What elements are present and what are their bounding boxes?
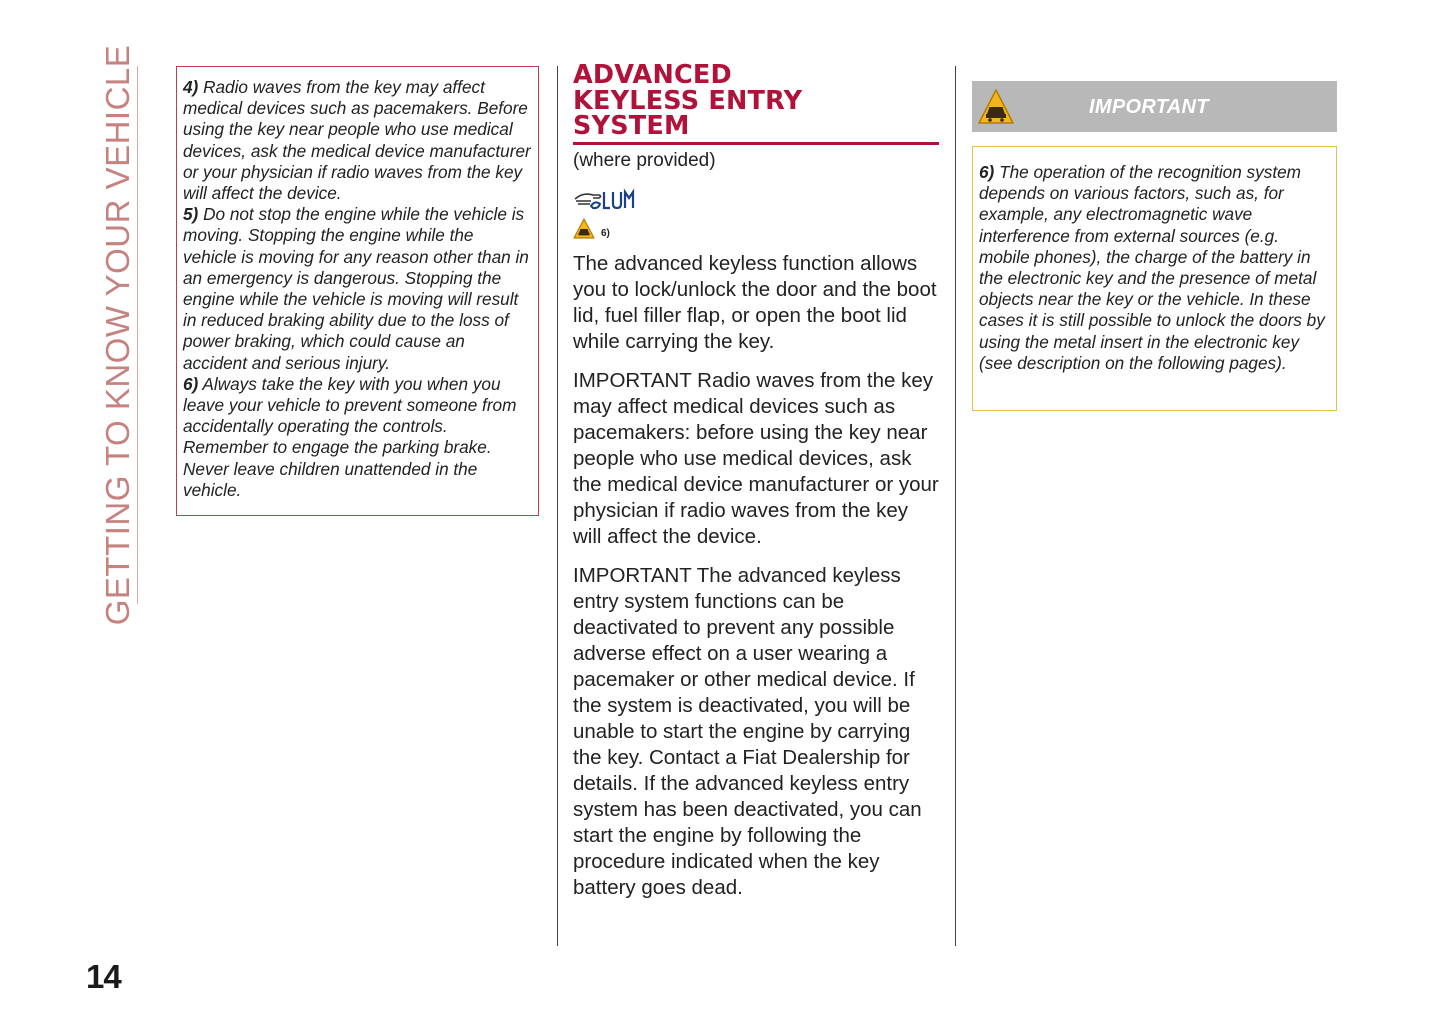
- important-label: IMPORTANT: [1089, 96, 1209, 118]
- warning-number: 5): [183, 204, 199, 225]
- keyless-hand-icon: [573, 186, 637, 212]
- warning-reference: [573, 216, 941, 240]
- warning-number: 4): [183, 77, 199, 97]
- important-note-box: [972, 146, 1337, 411]
- important-note: [979, 162, 1332, 374]
- warning-text: Do not stop the engine while the vehicle is moving. Stopping the engine while the vehicle is moving for any reason other than in an emergency is dangerous. Stopping the engine while the vehicle is moving will result in reduced braking ability due to the loss of power braking, which could cause an accident and serious injury.: [183, 204, 529, 373]
- warning-car-icon: [977, 87, 1015, 127]
- main-column: [573, 60, 941, 901]
- important-note-text: The operation of the recognition system depends on various factors, such as, for example, any electromagnetic wave interference from external sources (e.g. mobile phones), the charge of the battery in the electronic key and the presence of metal objects near the key or the vehicle. In these cases it is still possible to unlock the doors by using the metal insert in the electronic key (see description on the following pages).: [979, 162, 1325, 373]
- section-heading: [573, 60, 939, 145]
- column-divider: [557, 66, 558, 946]
- chapter-title-rule: [137, 66, 138, 604]
- section-heading-line: KEYLESS ENTRY: [573, 85, 803, 116]
- chapter-title-text: GETTING TO KNOW YOUR VEHICLE: [99, 44, 136, 626]
- column-divider: [955, 66, 956, 946]
- section-subheading: (where provided): [573, 149, 716, 171]
- warning-item: [183, 77, 531, 204]
- warning-car-icon: [573, 218, 595, 240]
- body-paragraph: The advanced keyless function allows you to lock/unlock the door and the boot lid, fuel filler flap, or open the boot lid while carrying the key.: [573, 251, 937, 353]
- section-heading-line: ADVANCED: [573, 60, 732, 90]
- warning-text: Radio waves from the key may affect medical devices such as pacemakers. Before using the key near people who use medical devices, ask the medical device manufacturer or your physician if radio waves from the key will affect the device.: [183, 77, 531, 204]
- body-paragraph: IMPORTANT The advanced keyless entry system functions can be deactivated to prevent any possible adverse effect on a user wearing a pacemaker or other medical device. If the system is deactivated, you will be unable to start the engine by carrying the key. Contact a Fiat Dealership for details. If the advanced keyless entry system has been deactivated, you can start the engine by following the procedure indicated when the key battery goes dead.: [573, 563, 922, 899]
- important-header: [972, 81, 1337, 132]
- page-number: 14: [86, 958, 121, 995]
- body-paragraph: IMPORTANT Radio waves from the key may affect medical devices such as pacemakers: before using the key near people who use medical devices, ask the medical device manufacturer or your physician if radio waves from the key will affect the device.: [573, 368, 939, 548]
- warning-reference-number: 6): [601, 227, 610, 239]
- warning-item: [183, 204, 531, 374]
- chapter-title: [99, 44, 136, 626]
- warning-item: [183, 374, 531, 501]
- section-heading-line: SYSTEM: [573, 111, 690, 141]
- warnings-box: [176, 66, 539, 516]
- important-note-number: 6): [979, 162, 995, 182]
- warning-text: Always take the key with you when you leave your vehicle to prevent someone from accidentally operating the controls. Remember to engage the parking brake. Never leave children unattended in the vehicle.: [183, 373, 517, 500]
- warning-number: 6): [183, 373, 199, 394]
